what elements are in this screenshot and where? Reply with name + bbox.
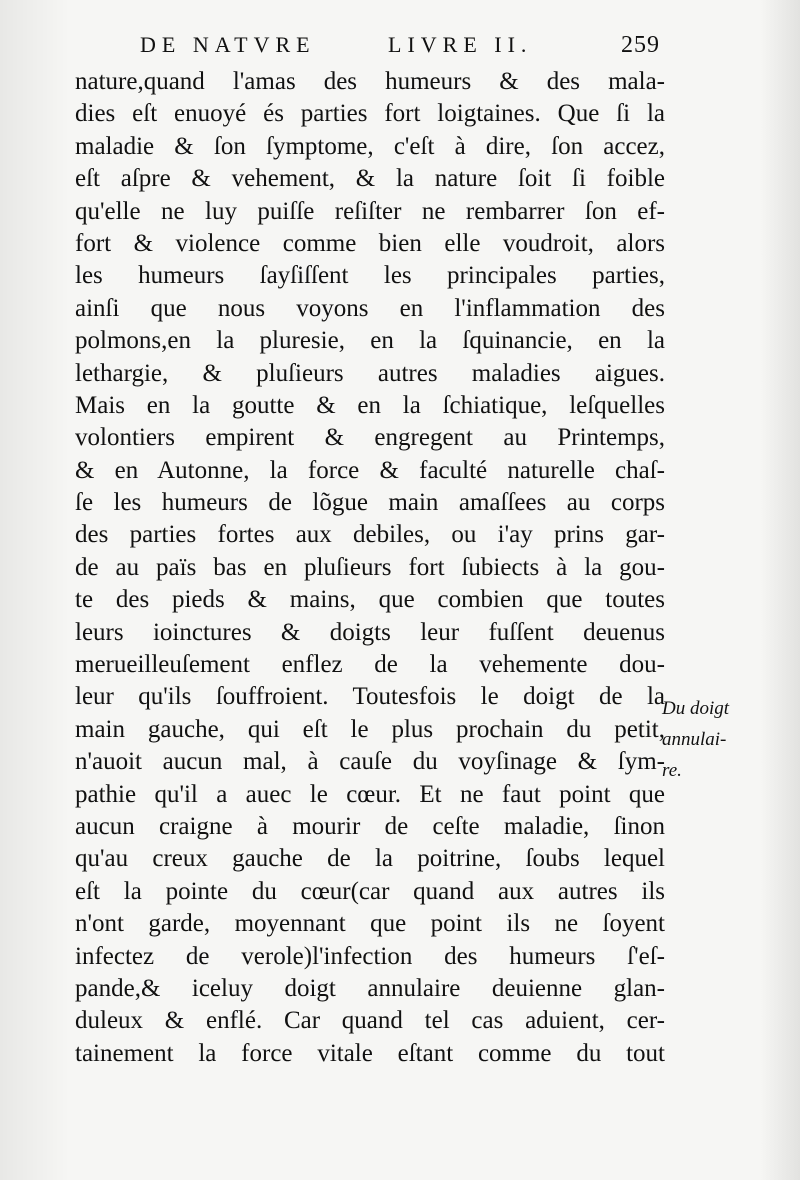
text-line: dies eſt enuoyé és parties fort loigtaines. Que ſi la	[75, 100, 665, 128]
text-line: main gauche, qui eſt le plus prochain du petit,	[75, 715, 665, 743]
text-line: leurs ioinctures & doigts leur fuſſent deuenus	[75, 618, 665, 646]
text-line: Mais en la goutte & en la ſchiatique, leſquelles	[75, 391, 665, 419]
running-head	[140, 32, 660, 66]
text-line: pande,& iceluy doigt annulaire deuienne glan-	[75, 974, 665, 1002]
margin-note-line: Du doigt	[662, 698, 730, 719]
text-line: & en Autonne, la force & faculté naturelle chaſ-	[75, 456, 665, 484]
text-line: volontiers empirent & engregent au Printemps,	[75, 424, 665, 452]
text-line: ſe les humeurs de lõgue main amaſſees au corps	[75, 489, 665, 517]
text-line: ainſi que nous voyons en l'inflammation des	[75, 294, 665, 322]
text-line: qu'au creux gauche de la poitrine, ſoubs lequel	[75, 845, 665, 873]
text-line: te des pieds & mains, que combien que toutes	[75, 586, 665, 614]
text-line: tainement la force vitale eſtant comme du tout	[75, 1039, 665, 1067]
text-line: n'ont garde, moyennant que point ils ne ſoyent	[75, 910, 665, 938]
text-line: maladie & ſon ſymptome, c'eſt à dire, ſon accez,	[75, 132, 665, 160]
page-number: 259	[621, 32, 660, 58]
text-line: polmons,en la pluresie, en la ſquinancie, en la	[75, 327, 665, 355]
margin-note-line: annulai-	[662, 729, 727, 750]
text-line: n'auoit aucun mal, à cauſe du voyſinage & ſym-	[75, 748, 665, 776]
text-line: les humeurs ſayſiſſent les principales parties,	[75, 262, 665, 290]
text-line: infectez de verole)l'infection des humeurs ſ'eſ-	[75, 942, 665, 970]
margin-note	[662, 693, 792, 786]
running-head-book: LIVRE II.	[388, 32, 533, 57]
text-line: aucun craigne à mourir de ceſte maladie, ſinon	[75, 812, 665, 840]
text-line: eſt la pointe du cœur(car quand aux autres ils	[75, 877, 665, 905]
text-line: des parties fortes aux debiles, ou i'ay prins gar-	[75, 521, 665, 549]
text-line: de au païs bas en pluſieurs fort ſubiects à la gou-	[75, 553, 665, 581]
running-head-title: DE NATVRE	[140, 32, 316, 57]
text-line: qu'elle ne luy puiſſe reſiſter ne rembarrer ſon ef-	[75, 197, 665, 225]
text-line: eſt aſpre & vehement, & la nature ſoit ſi foible	[75, 165, 665, 193]
text-line: merueilleuſement enflez de la vehemente dou-	[75, 651, 665, 679]
text-line: lethargie, & pluſieurs autres maladies aigues.	[75, 359, 665, 387]
main-text-block	[75, 66, 665, 1070]
text-line: fort & violence comme bien elle voudroit, alors	[75, 229, 665, 257]
text-line: leur qu'ils ſouffroient. Toutesfois le doigt de la	[75, 683, 665, 711]
text-line: pathie qu'il a auec le cœur. Et ne faut point que	[75, 780, 665, 808]
text-line: duleux & enflé. Car quand tel cas aduient, cer-	[75, 1007, 665, 1035]
text-line: nature,quand l'amas des humeurs & des mala-	[75, 68, 665, 95]
margin-note-line: re.	[662, 760, 682, 781]
